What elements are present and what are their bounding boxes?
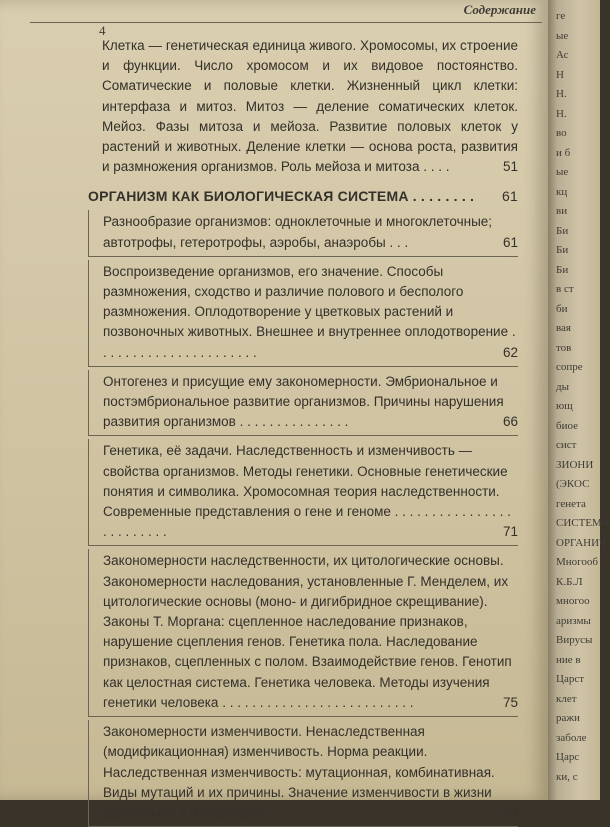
right-page-fragment: сист bbox=[556, 439, 577, 451]
toc-entry-page: 66 bbox=[502, 414, 518, 430]
right-page-fragment: Вирусы bbox=[556, 634, 593, 646]
right-page-fragment: ющ bbox=[556, 400, 573, 412]
right-page-fragment: Би bbox=[556, 224, 569, 237]
right-page-fragment: (ЭКОС bbox=[556, 478, 590, 490]
section-heading: ОРГАНИЗМ КАК БИОЛОГИЧЕСКАЯ СИСТЕМА . . . . . . . . 61 bbox=[88, 185, 518, 207]
right-page-fragment: генета bbox=[556, 497, 586, 510]
right-page-fragment: ые bbox=[556, 29, 569, 42]
toc-entry-text: Воспроизведение организмов, его значение. Способы размножения, сходство и различие полового и бесполого размножения. Оплодотворение у цветковых растений и позвоночных животных. Внешнее и внутреннее оплодотворение bbox=[103, 263, 509, 340]
right-page-fragment: заболе bbox=[556, 731, 587, 744]
right-page-fragment: многоо bbox=[556, 595, 590, 607]
page-header bbox=[30, 0, 542, 23]
toc-entry-text: Закономерности изменчивости. Ненаследственная (модификационная) изменчивость. Норма реакции. Наследственная изменчивость: мутационная, комбинативная. Виды мутаций и их причины. Значение изменчивости в жизни организмов и в эволюции bbox=[103, 724, 495, 820]
right-page-fragment: Царс bbox=[556, 751, 580, 763]
right-page-fragment: и б bbox=[556, 146, 571, 159]
toc-entry: Клетка — генетическая единица живого. Хромосомы, их строение и функции. Число хромосом и их видовое постоянство. Соматические и половые клетки. Жизненный цикл клетки: интерфаза и митоз. Митоз — деление соматических клеток. Мейоз. Фазы митоза и мейоза. Развитие половых клеток у растений и животных. Деление клетки — основа роста, развития и размножения организмов. Роль мейоза и митоза . . . . 51 bbox=[88, 36, 518, 177]
right-page-fragment: Н. bbox=[556, 88, 567, 100]
right-page-fragment: клет bbox=[556, 692, 577, 705]
right-page-fragment: ние в bbox=[556, 653, 581, 666]
toc-entry-page: 51 bbox=[502, 159, 518, 175]
right-page-fragment: ге bbox=[556, 10, 566, 22]
right-page-fragment: вая bbox=[556, 322, 571, 334]
right-page-fragment: тов bbox=[556, 341, 572, 354]
toc-entry-page: 61 bbox=[502, 234, 518, 250]
right-page-fragment: Би bbox=[556, 244, 569, 256]
toc-entry: Генетика, её задачи. Наследственность и изменчивость — свойства организмов. Методы генетики. Основные генетические понятия и символика. Хромосомная теория наследственности. Современные представления о гене и геноме . . . . . . . . . . . . . . . . . . . . . . . . . 71 bbox=[88, 439, 518, 546]
right-page-fragment: кц bbox=[556, 185, 568, 198]
right-page-fragment: Царст bbox=[556, 673, 585, 685]
right-page-fragment: ЗИОНИ bbox=[556, 458, 594, 471]
toc-entry-page: 71 bbox=[502, 524, 518, 540]
toc-entry: Закономерности изменчивости. Ненаследственная (модификационная) изменчивость. Норма реакции. Наследственная изменчивость: мутационная, комбинативная. Виды мутаций и их причины. Значение изменчивости в жизни организмов и в эволюции . . . . . . . . . . . . . 83 bbox=[88, 720, 518, 827]
right-page-fragment: Н. bbox=[556, 107, 567, 120]
right-page-fragment: Н bbox=[556, 68, 564, 81]
toc-entry-page: 62 bbox=[502, 344, 518, 360]
toc-entry-text: Генетика, её задачи. Наследственность и изменчивость — свойства организмов. Методы генетики. Основные генетические понятия и символика. Хромосомная теория наследственности. Современные представления о гене и геноме bbox=[103, 443, 508, 520]
right-page-fragment: ОРГАНИЧ bbox=[556, 536, 607, 549]
toc-content bbox=[88, 36, 518, 827]
section-title: ОРГАНИЗМ КАК БИОЛОГИЧЕСКАЯ СИСТЕМА bbox=[88, 188, 409, 205]
right-page-fragment: СИСТЕМА bbox=[556, 517, 610, 529]
toc-entry-text: Клетка — генетическая единица живого. Хромосомы, их строение и функции. Число хромосом и их видовое постоянство. Соматические и половые клетки. Жизненный цикл клетки: интерфаза и митоз. Митоз — деление соматических клеток. Мейоз. Фазы митоза и мейоза. Развитие половых клеток у растений и животных. Деление клетки — основа роста, развития и размножения организмов. Роль мейоза и митоза bbox=[102, 38, 518, 175]
toc-entry: Онтогенез и присущие ему закономерности. Эмбриональное и постэмбриональное развитие организмов. Причины нарушения развития организмов . . . . . . . . . . . . . . . 66 bbox=[88, 370, 518, 437]
section-page: 61 bbox=[502, 188, 518, 205]
right-page-fragment: ви bbox=[556, 205, 568, 217]
right-page-fragment: аризмы bbox=[556, 614, 591, 627]
toc-entry-page: 83 bbox=[502, 804, 518, 820]
right-page-fragment: Многооб bbox=[556, 556, 599, 568]
right-page-fragment: К.Б.Л bbox=[556, 575, 583, 588]
right-page-fragment: Ас bbox=[556, 49, 569, 61]
right-page-fragment: Би bbox=[556, 263, 569, 276]
toc-entry: Закономерности наследственности, их цитологические основы. Закономерности наследования, установленные Г. Менделем, их цитологические основы (моно- и дигибридное скрещивание). Законы Т. Моргана: сцепленное наследование признаков, нарушение сцепления генов. Генетика пола. Наследование признаков, сцепленных с полом. Взаимодействие генов. Генотип как целостная система. Генетика человека. Методы изучения генетики человека . . . . . . . . . . . . . . . . . . . . . . . . . . 75 bbox=[88, 549, 518, 717]
right-page-fragment: ки, с bbox=[556, 770, 578, 783]
right-page-fragment: ые bbox=[556, 166, 569, 178]
toc-entry: Воспроизведение организмов, его значение. Способы размножения, сходство и различие полового и бесполого размножения. Оплодотворение у цветковых растений и позвоночных животных. Внешнее и внутреннее оплодотворение . . . . . . . . . . . . . . . . . . . . . . 62 bbox=[88, 260, 518, 367]
toc-entry-page: 75 bbox=[502, 694, 518, 710]
header-title: Содержание bbox=[463, 2, 536, 17]
right-page-fragment: биое bbox=[556, 419, 578, 432]
toc-entry-text: Закономерности наследственности, их цитологические основы. Закономерности наследования, установленные Г. Менделем, их цитологические основы (моно- и дигибридное скрещивание). Законы Т. Моргана: сцепленное наследование признаков, нарушение сцепления генов. Генетика пола. Наследование признаков, сцепленных с полом. Взаимодействие генов. Генотип как целостная система. Генетика человека. Методы изучения генетики человека bbox=[103, 553, 512, 710]
page-number: 4 bbox=[99, 23, 106, 38]
right-page-fragment: в ст bbox=[556, 283, 574, 295]
right-page-fragment: сопре bbox=[556, 361, 583, 373]
toc-entry: Разнообразие организмов: одноклеточные и многоклеточные; автотрофы, гетеротрофы, аэробы, анаэробы . . . 61 bbox=[88, 210, 518, 256]
right-page-fragment: би bbox=[556, 302, 568, 315]
right-page-fragment: ды bbox=[556, 380, 569, 393]
toc-entry-text: Разнообразие организмов: одноклеточные и многоклеточные; автотрофы, гетеротрофы, аэробы, анаэробы bbox=[103, 214, 493, 250]
right-page-fragment: ражи bbox=[556, 712, 580, 724]
toc-entry-text: Онтогенез и присущие ему закономерности. Эмбриональное и постэмбриональное развитие организмов. Причины нарушения развития организмов bbox=[103, 373, 504, 430]
right-page-fragment: во bbox=[556, 127, 567, 139]
